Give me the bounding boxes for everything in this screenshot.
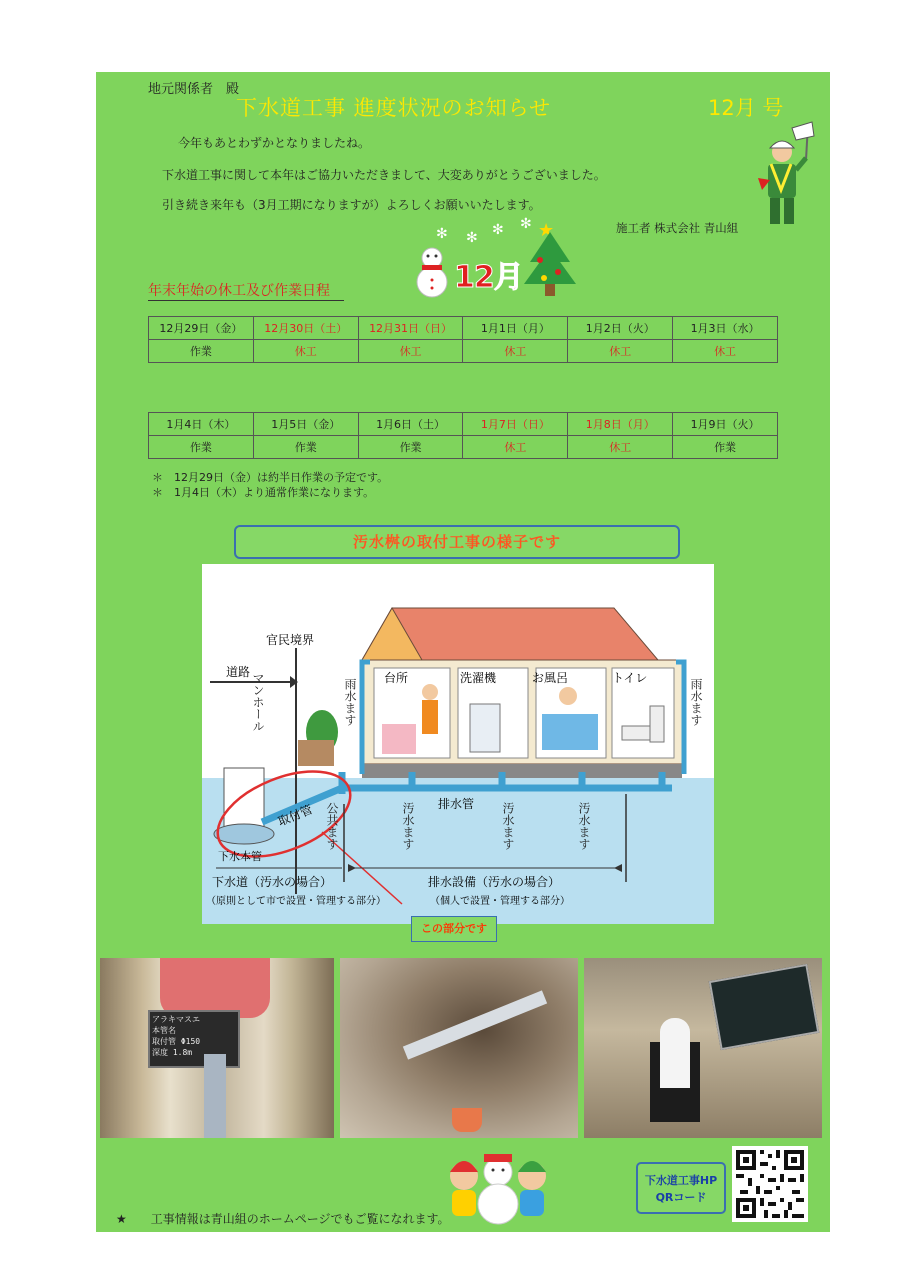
sewage-box-label: 汚水ます <box>577 802 591 850</box>
svg-text:✻: ✻ <box>492 222 504 238</box>
table-row <box>149 413 778 436</box>
kids-snowman-icon <box>442 1146 554 1226</box>
schedule-date: 12月30日（土） <box>253 317 358 340</box>
public-box-label: 公共ます <box>325 802 339 850</box>
issue-label: 12月 号 <box>708 96 784 120</box>
greeting-line-3: 引き続き来年も（3月工期になりますが）よろしくお願いいたします。 <box>162 198 541 212</box>
table-row <box>149 340 778 363</box>
svg-text:★: ★ <box>538 220 555 241</box>
contractor-name: 施工者 株式会社 青山組 <box>616 221 739 235</box>
pipe-figure <box>660 1018 690 1088</box>
schedule-status: 休工 <box>463 340 568 363</box>
qr-code-label <box>636 1162 726 1214</box>
main-pipe-label: 下水本管 <box>218 850 262 863</box>
washer-label: 洗濯機 <box>460 671 497 685</box>
schedule-date: 1月6日（土） <box>358 413 463 436</box>
right-span-label: 排水設備（汚水の場合） <box>428 875 561 889</box>
flag-worker-icon <box>756 120 828 230</box>
manhole-label: マンホール <box>251 672 265 732</box>
construction-photo-1 <box>100 958 334 1138</box>
greeting-line-1: 今年もあとわずかとなりましたね。 <box>178 136 371 150</box>
work-board: アラキマスエ 本管名 取付管 Φ150 深度 1.8m <box>148 1010 240 1068</box>
schedule-table-week2 <box>148 412 778 459</box>
sewer-diagram <box>202 564 714 924</box>
section-banner: 汚水桝の取付工事の様子です <box>234 525 680 559</box>
schedule-status: 休工 <box>673 340 778 363</box>
notice-sheet <box>96 72 830 1232</box>
schedule-date: 1月7日（日） <box>463 413 568 436</box>
schedule-date: 1月5日（金） <box>253 413 358 436</box>
schedule-status: 休工 <box>568 340 673 363</box>
note-item: ＊ 12月29日（金）は約半日作業の予定です。 <box>152 471 389 484</box>
schedule-status: 休工 <box>253 340 358 363</box>
schedule-table-week1 <box>148 316 778 363</box>
schedule-status: 休工 <box>358 340 463 363</box>
table-row <box>149 317 778 340</box>
qr-label-text: 下水道工事HP QRコード <box>644 1174 718 1204</box>
addressee: 地元関係者 殿 <box>148 82 240 97</box>
schedule-status: 休工 <box>463 436 568 459</box>
rain-box-label: 雨水ます <box>343 678 357 726</box>
svg-text:✻: ✻ <box>520 216 532 232</box>
schedule-status: 作業 <box>149 436 254 459</box>
construction-photo-3 <box>584 958 822 1138</box>
boundary-label: 官民境界 <box>266 633 315 647</box>
schedule-notes <box>152 470 388 500</box>
left-span-sub: （原則として市で設置・管理する部分） <box>206 896 386 907</box>
schedule-date: 1月4日（木） <box>149 413 254 436</box>
page-title: 下水道工事 進度状況のお知らせ <box>236 96 552 120</box>
rain-box-label-right: 雨水ます <box>689 678 703 726</box>
callout-label: この部分です <box>411 916 497 942</box>
schedule-status: 作業 <box>673 436 778 459</box>
pipe-figure <box>204 1054 226 1138</box>
svg-text:✻: ✻ <box>436 226 448 242</box>
svg-text:✻: ✻ <box>466 230 478 246</box>
schedule-status: 作業 <box>149 340 254 363</box>
right-span-sub: （個人で設置・管理する部分） <box>430 896 570 907</box>
qr-code-icon[interactable] <box>732 1146 808 1222</box>
christmas-tree-icon <box>522 218 578 300</box>
schedule-status: 作業 <box>253 436 358 459</box>
greeting-line-2: 下水道工事に関して本年はご協力いただきまして、大変ありがとうございました。 <box>162 168 606 182</box>
schedule-date: 1月3日（水） <box>673 317 778 340</box>
connect-pipe-label: 取付管 <box>275 802 315 829</box>
schedule-date: 1月2日（火） <box>568 317 673 340</box>
schedule-status: 休工 <box>568 436 673 459</box>
bath-label: お風呂 <box>532 671 569 685</box>
worker-figure <box>160 958 270 1018</box>
schedule-title: 年末年始の休工及び作業日程 <box>148 280 344 301</box>
sewage-box-label: 汚水ます <box>401 802 415 850</box>
schedule-date: 12月29日（金） <box>149 317 254 340</box>
kitchen-label: 台所 <box>384 671 409 685</box>
pipe-figure <box>403 990 547 1059</box>
schedule-date: 12月31日（日） <box>358 317 463 340</box>
road-label: 道路 <box>226 665 251 679</box>
drain-pipe-label: 排水管 <box>438 797 475 811</box>
sewage-box-label: 汚水ます <box>501 802 515 850</box>
schedule-status: 作業 <box>358 436 463 459</box>
toilet-label: トイレ <box>612 671 648 685</box>
work-board <box>709 964 820 1050</box>
table-row <box>149 436 778 459</box>
sewer-diagram-graphic <box>202 564 714 924</box>
snowman-icon <box>414 244 450 300</box>
bucket-figure <box>452 1108 482 1132</box>
schedule-date: 1月8日（月） <box>568 413 673 436</box>
schedule-date: 1月9日（火） <box>673 413 778 436</box>
note-item: ＊ 1月4日（木）より通常作業になります。 <box>152 486 375 499</box>
footer-note: ★ 工事情報は青山組のホームページでもご覧になれます。 <box>116 1212 450 1226</box>
schedule-date: 1月1日（月） <box>463 317 568 340</box>
left-span-label: 下水道（汚水の場合） <box>212 875 333 889</box>
construction-photo-2 <box>340 958 578 1138</box>
month-badge: 12月 <box>454 260 523 295</box>
